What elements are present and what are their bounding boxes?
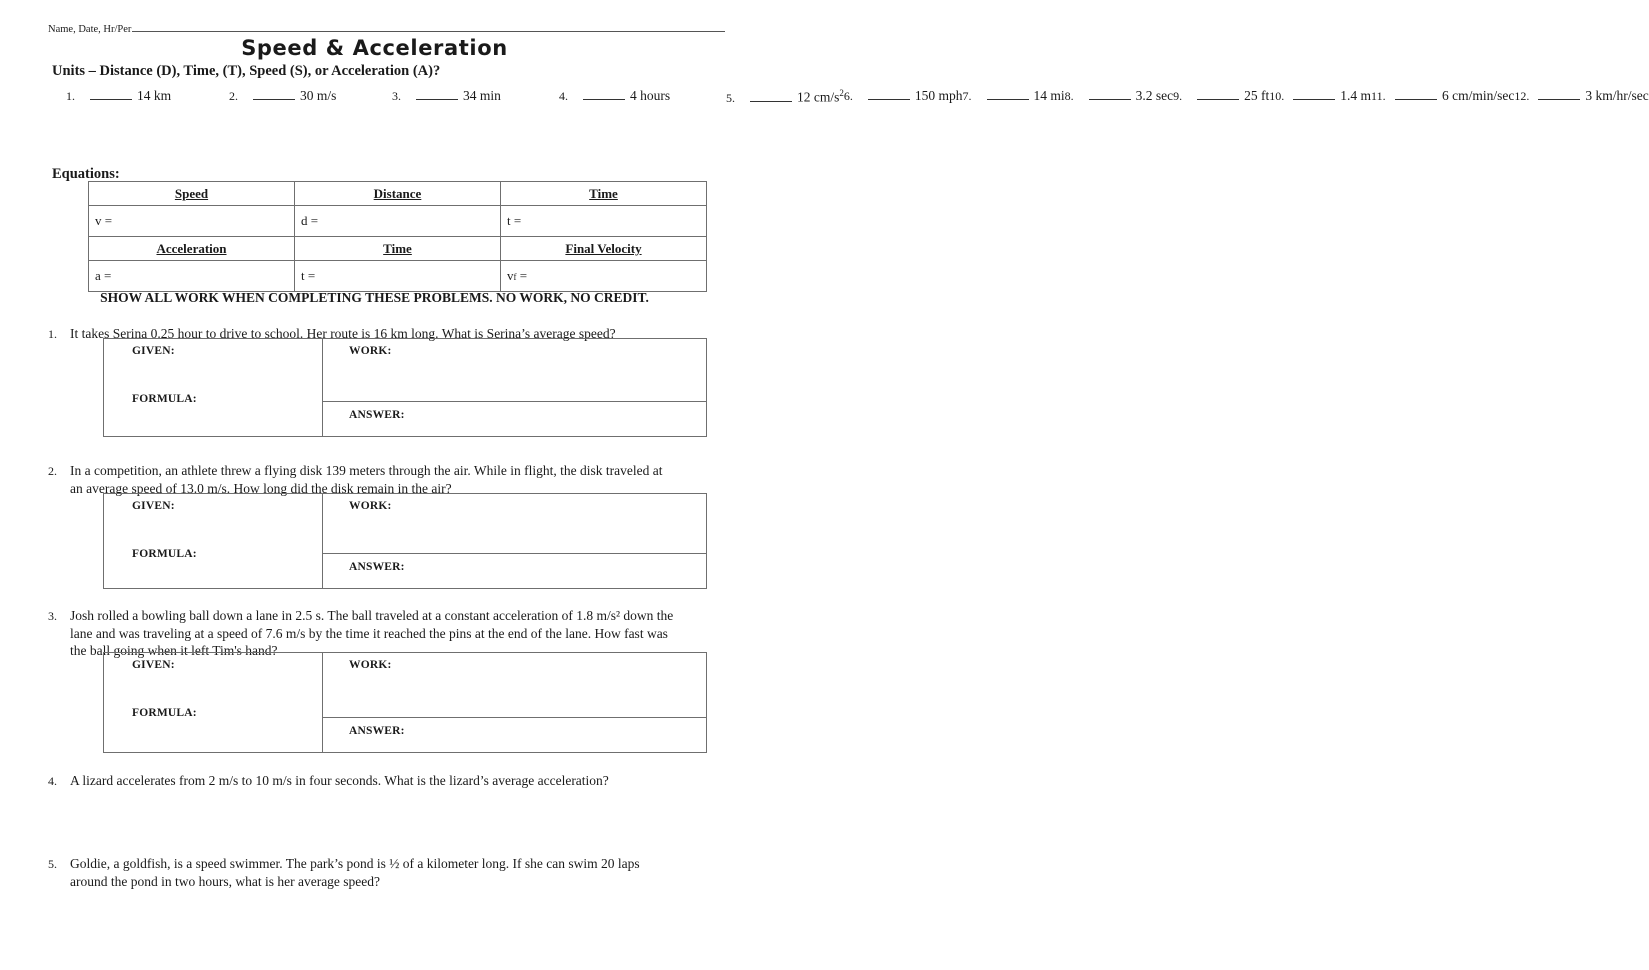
problem-line [48,873,720,890]
problem-number: 2. [48,464,57,478]
vf-subscript: f [513,272,517,282]
work-cell[interactable] [323,339,706,402]
equations-heading: Equations: [52,166,120,182]
answer-label: ANSWER: [349,725,405,737]
units-list [66,88,1649,114]
unit-item [1173,88,1269,114]
problem-text: A lizard accelerates from 2 m/s to 10 m/s in four seconds. What is the lizard’s average acceleration? [70,773,609,788]
eq-cell-distance[interactable]: d = [295,206,501,237]
unit-item [963,88,1065,114]
problem-line [48,625,720,642]
work-answer-column [323,339,706,436]
problem-5 [48,855,720,890]
problem-2 [48,462,720,497]
problem-line [48,462,720,480]
formula-label: FORMULA: [132,707,197,719]
work-cell[interactable] [323,653,706,718]
work-answer-column [323,494,706,588]
unit-value: 14 km [137,88,172,103]
unit-answer-blank[interactable] [416,89,458,100]
work-box [103,493,707,589]
problem-text: It takes Serina 0.25 hour to drive to school. Her route is 16 km long. What is Serina’s average speed? [70,326,616,341]
unit-item [392,88,559,114]
unit-item [1065,88,1174,114]
unit-answer-blank[interactable] [750,91,792,102]
eq-header-final-velocity: Final Velocity [501,237,707,261]
table-row-header-1 [89,182,707,206]
problem-number: 5. [48,857,57,871]
problem-text: the ball going when it left Tim's hand? [70,643,278,658]
given-label: GIVEN: [132,659,175,671]
unit-answer-blank[interactable] [90,89,132,100]
name-date-line [48,22,725,35]
name-blank-line [132,22,725,32]
unit-answer-blank[interactable] [1538,89,1580,100]
work-box [103,652,707,753]
equations-table [88,181,707,292]
unit-number: 7. [962,89,972,103]
unit-item [559,88,726,114]
unit-item [844,88,963,114]
unit-answer-blank[interactable] [1197,89,1239,100]
problem-text: In a competition, an athlete threw a flying disk 139 meters through the air. While in flight, the disk traveled at [70,463,663,478]
unit-item [66,88,229,114]
unit-answer-blank[interactable] [1089,89,1131,100]
given-label: GIVEN: [132,345,175,357]
work-label: WORK: [349,500,392,512]
unit-number: 1. [66,89,75,103]
unit-number: 10. [1269,89,1285,103]
eq-cell-time-2[interactable]: t = [295,261,501,292]
problem-number: 4. [48,774,57,788]
unit-item [1371,88,1514,114]
unit-answer-blank[interactable] [253,89,295,100]
unit-value: 30 m/s [300,88,337,103]
eq-header-time-2: Time [295,237,501,261]
unit-value: 3 km/hr/sec [1585,88,1649,103]
unit-value: 1.4 m [1340,88,1372,103]
problem-text: Josh rolled a bowling ball down a lane in 2.5 s. The ball traveled at a constant acceleration of 1.8 m/s² down the [70,608,674,623]
work-label: WORK: [349,345,392,357]
unit-answer-blank[interactable] [1293,89,1335,100]
eq-cell-speed[interactable]: v = [89,206,295,237]
table-row-formula-2 [89,261,707,292]
problem-line [48,772,720,790]
eq-header-time: Time [501,182,707,206]
instructions-text: SHOW ALL WORK WHEN COMPLETING THESE PROBLEMS. NO WORK, NO CREDIT. [100,290,649,305]
unit-value: 4 hours [630,88,671,103]
problem-text: lane and was traveling at a speed of 7.6 m/s by the time it reached the pins at the end of the lane. How fast was [70,626,668,641]
eq-header-speed: Speed [89,182,295,206]
page-title: Speed & Acceleration [241,36,508,60]
answer-label: ANSWER: [349,561,405,573]
problem-text: an average speed of 13.0 m/s. How long did the disk remain in the air? [70,481,452,496]
name-label: Name, Date, Hr/Per [48,24,132,35]
unit-item [1269,88,1371,114]
unit-item [726,88,844,114]
eq-cell-acceleration[interactable]: a = [89,261,295,292]
unit-number: 5. [726,90,735,105]
unit-value: 12 $cm/s^2$ [797,88,844,105]
problem-text: around the pond in two hours, what is her average speed? [70,874,381,889]
unit-number: 6. [843,89,853,103]
unit-value: 3.2 sec [1135,88,1174,103]
unit-value: 150 mph [914,88,963,103]
unit-value: 14 mi [1033,88,1065,103]
unit-number: 8. [1064,89,1074,103]
table-row-header-2 [89,237,707,261]
given-formula-cell[interactable] [104,339,323,436]
unit-answer-blank[interactable] [868,89,910,100]
answer-cell[interactable] [323,402,706,436]
unit-number: 11. [1371,89,1386,103]
problem-number [48,642,70,643]
unit-answer-blank[interactable] [987,89,1029,100]
unit-answer-blank[interactable] [583,89,625,100]
formula-label: FORMULA: [132,548,197,560]
unit-item [229,88,392,114]
unit-number: 3. [392,89,401,103]
eq-cell-final-velocity[interactable]: vf = [501,261,707,292]
answer-cell[interactable] [323,554,706,588]
given-formula-cell[interactable] [104,653,323,752]
work-answer-column [323,653,706,752]
answer-label: ANSWER: [349,409,405,421]
problem-number [48,873,70,874]
problem-number: 3. [48,609,57,623]
given-label: GIVEN: [132,500,175,512]
formula-label: FORMULA: [132,393,197,405]
units-heading: Units – Distance (D), Time, (T), Speed (S), or Acceleration (A)? [52,63,441,79]
eq-cell-time[interactable]: t = [501,206,707,237]
eq-header-distance: Distance [295,182,501,206]
problem-line [48,855,720,873]
unit-number: 4. [559,89,568,103]
problem-number [48,625,70,626]
problem-4 [48,772,720,790]
problem-text: Goldie, a goldfish, is a speed swimmer. The park’s pond is ½ of a kilometer long. If she can swim 20 laps [70,856,640,871]
eq-header-acceleration: Acceleration [89,237,295,261]
unit-number: 2. [229,89,238,103]
answer-cell[interactable] [323,718,706,752]
problem-number: 1. [48,327,57,341]
unit-number: 12. [1514,89,1530,103]
problem-number [48,480,70,481]
unit-value: 6 cm/min/sec [1442,88,1515,103]
unit-value: 34 min [463,88,501,103]
work-box [103,338,707,437]
unit-number: 9. [1173,89,1183,103]
unit-value: 25 ft [1244,88,1270,103]
table-row-formula-1 [89,206,707,237]
problem-line [48,607,720,625]
work-cell[interactable] [323,494,706,554]
work-label: WORK: [349,659,392,671]
unit-item [1514,88,1648,114]
unit-answer-blank[interactable] [1395,89,1437,100]
given-formula-cell[interactable] [104,494,323,588]
unit-exponent: 2 [839,88,844,98]
